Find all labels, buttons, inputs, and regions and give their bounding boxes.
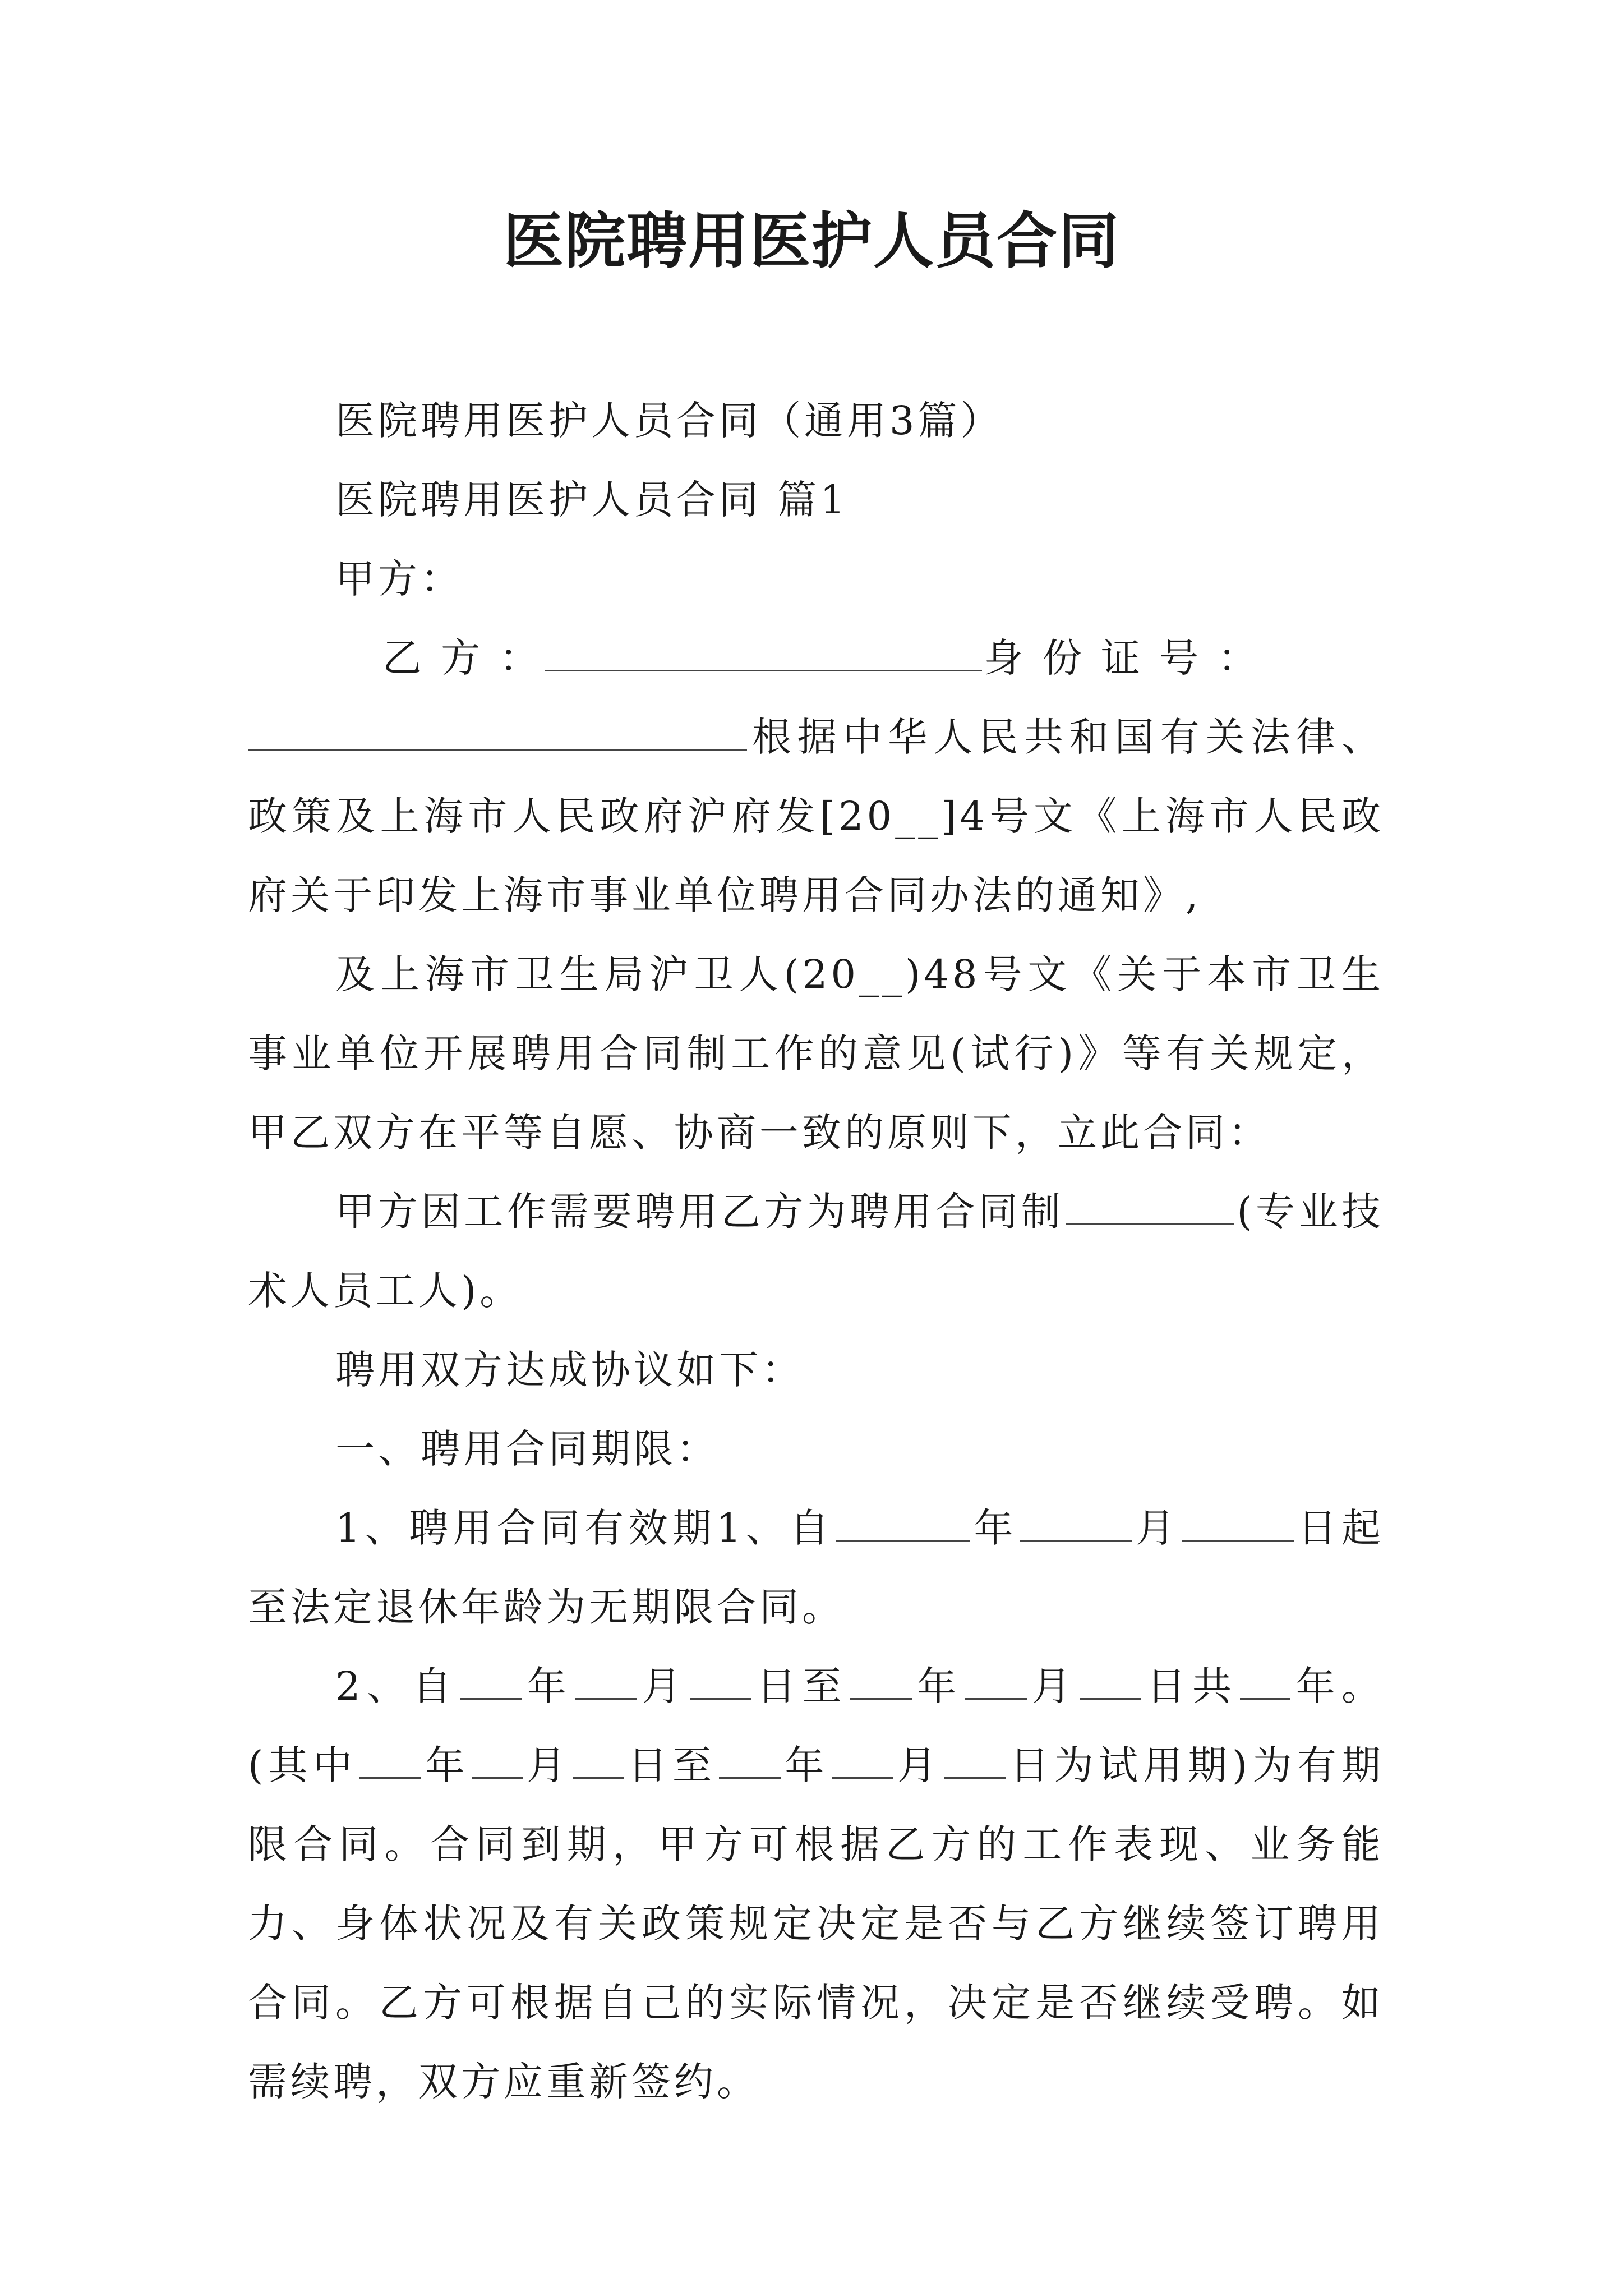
clause-2-blank — [850, 1665, 912, 1700]
clause-2-label: 日共 — [1144, 1663, 1238, 1709]
clause-2-blank — [719, 1745, 781, 1779]
clause-2-label: 年。(其中 — [248, 1663, 1385, 1788]
clause-2-blank — [944, 1745, 1006, 1779]
id-number-blank — [248, 716, 747, 751]
clause-2-label: 月 — [1029, 1663, 1078, 1709]
clause-2-end-text: 日为试用期)为有期限合同。合同到期，甲方可根据乙方的工作表现、业务能力、身体状况及有关政策规定决定是否与乙方继续签订聘用合同。乙方可根据自己的实际情况，决定是否继续受聘。如需续聘，双方应重新签约。 — [248, 1742, 1385, 2105]
clause-1-day-text: 日起至法定退休年龄为无期限合同。 — [248, 1505, 1384, 1630]
hire-position-blank — [1066, 1191, 1234, 1225]
clause-1 — [248, 1489, 1384, 1647]
party-a-line — [248, 540, 1384, 619]
clause-2-blank — [690, 1665, 751, 1700]
section-heading: 医院聘用医护人员合同 篇1 — [335, 477, 849, 523]
subtitle: 医院聘用医护人员合同（通用3篇） — [335, 398, 1003, 444]
clause-2-label: 年 — [423, 1742, 470, 1788]
clause-2-blank — [359, 1745, 421, 1779]
document-title: 医院聘用医护人员合同 — [502, 206, 1120, 277]
clause-2-label: 月 — [524, 1742, 571, 1788]
basis-paragraph — [248, 698, 1384, 935]
clause-2-blank — [573, 1745, 624, 1779]
clause-2-label: 年 — [524, 1663, 573, 1709]
clause-2-blank — [460, 1665, 522, 1700]
basis-text: 根据中华人民共和国有关法律、政策及上海市人民政府沪府发[20__]4号文《上海市人民政府关于印发上海市事业单位聘用合同办法的通知》, — [248, 714, 1384, 918]
id-number-label: 身 份 证 号 ： — [984, 635, 1261, 681]
clause-1-text: 1、聘用合同有效期1、自 — [335, 1505, 834, 1551]
hire-paragraph — [248, 1172, 1384, 1331]
clause-1-month-blank — [1020, 1507, 1132, 1542]
clause-2-blank — [832, 1745, 893, 1779]
term-heading: 一、聘用合同期限： — [335, 1426, 719, 1472]
party-a-label: 甲方： — [335, 556, 463, 602]
clause-2-blank — [1240, 1665, 1290, 1700]
party-b-name-blank — [545, 637, 982, 671]
clause-2-text: 2、自 — [335, 1663, 458, 1709]
clause-2-blank — [575, 1665, 637, 1700]
clause-1-day-blank — [1182, 1507, 1294, 1542]
document-body — [248, 381, 1384, 2122]
agreement-paragraph: 聘用双方达成协议如下： — [335, 1347, 804, 1393]
health-bureau-paragraph: 及上海市卫生局沪卫人(20__)48号文《关于本市卫生事业单位开展聘用合同制工作的意见(试行)》等有关规定，甲乙双方在平等自愿、协商一致的原则下，立此合同： — [248, 951, 1384, 1156]
clause-1-month-label: 月 — [1134, 1505, 1180, 1551]
clause-2-blank — [472, 1745, 523, 1779]
clause-2-label: 年 — [783, 1742, 829, 1788]
party-b-label: 乙 方 ： — [382, 635, 542, 681]
clause-1-year-label: 年 — [972, 1505, 1018, 1551]
clause-2-blank — [965, 1665, 1027, 1700]
clause-2-label: 日至 — [753, 1663, 848, 1709]
clause-2-label: 年 — [914, 1663, 963, 1709]
clause-2-blank — [1080, 1665, 1141, 1700]
party-b-line — [248, 619, 1384, 698]
hire-text-a: 甲方因工作需要聘用乙方为聘用合同制 — [335, 1189, 1064, 1235]
clause-2-label: 月 — [895, 1742, 942, 1788]
clause-2-label: 月 — [639, 1663, 688, 1709]
clause-1-year-blank — [836, 1507, 970, 1542]
hire-text-b: (专业技术人员工人)。 — [248, 1189, 1385, 1314]
clause-2 — [248, 1647, 1384, 2122]
clause-2-label: 日至 — [626, 1742, 717, 1788]
